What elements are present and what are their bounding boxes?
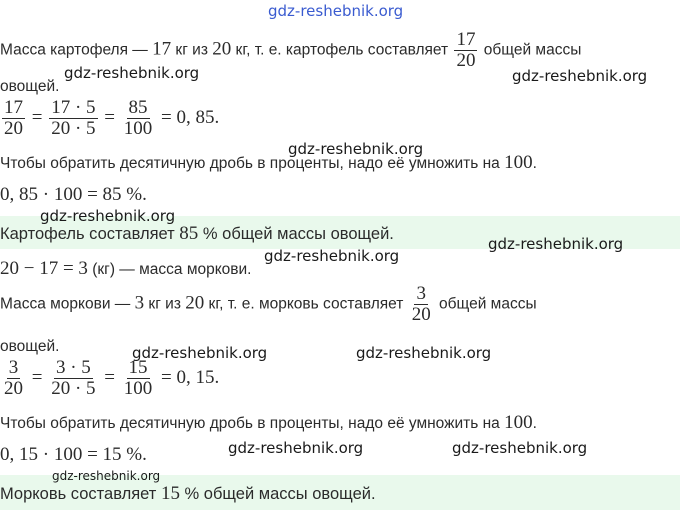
equation-potato-fraction: $\frac{17}{20}$ = $\frac{17 \cdot 5}{20 \cdot 5}$ = $\frac{85}{100}$ = 0, 85. bbox=[4, 97, 220, 139]
equation-carrot-fraction: $\frac{3}{20}$ = $\frac{3 \cdot 5}{20 \cdot 5}$ = $\frac{15}{100}$ = 0, 15. bbox=[4, 357, 220, 399]
text-line-potato-mass: Масса картофеля — 17 кг из 20 кг, т. е. картофель составляет $\frac{17}{20}$ общей массы bbox=[0, 29, 582, 71]
answer-carrot: Морковь составляет 15 % общей массы овощей. bbox=[0, 483, 376, 504]
text-line-carrot-mass: Масса моркови — 3 кг из 20 кг, т. е. морковь составляет $\frac{3}{20}$ общей массы bbox=[0, 283, 537, 325]
text-line-continuation-2: овощей. bbox=[0, 338, 60, 355]
watermark: gdz-reshebnik.org bbox=[40, 207, 176, 225]
equation-carrot-percent: 0, 15 · 100 = 15 %. bbox=[0, 444, 147, 465]
fraction-17-20: $\frac{17}{20}$ bbox=[456, 29, 476, 71]
watermark: gdz-reshebnik.org bbox=[64, 64, 200, 82]
text-line-percent-rule-2: Чтобы обратить десятичную дробь в проценты, надо её умножить на 100. bbox=[0, 412, 537, 433]
watermark: gdz-reshebnik.org bbox=[228, 439, 364, 457]
watermark: gdz-reshebnik.org bbox=[512, 67, 648, 85]
fraction-3-20: $\frac{3}{20}$ bbox=[411, 283, 431, 325]
watermark: gdz-reshebnik.org bbox=[268, 2, 404, 20]
answer-potato: Картофель составляет 85 % общей массы овощей. bbox=[0, 223, 394, 244]
watermark: gdz-reshebnik.org bbox=[264, 247, 400, 265]
watermark: gdz-reshebnik.org bbox=[356, 344, 492, 362]
watermark: gdz-reshebnik.org bbox=[452, 439, 588, 457]
equation-potato-percent: 0, 85 · 100 = 85 %. bbox=[0, 184, 147, 205]
watermark: gdz-reshebnik.org bbox=[132, 344, 268, 362]
text-line-carrot-mass-calc: 20 − 17 = 3 (кг) — масса моркови. bbox=[0, 258, 252, 279]
watermark: gdz-reshebnik.org bbox=[52, 469, 161, 483]
watermark: gdz-reshebnik.org bbox=[288, 140, 424, 158]
text-line-continuation: овощей. bbox=[0, 78, 60, 95]
text-line-percent-rule-1: Чтобы обратить десятичную дробь в проценты, надо её умножить на 100. bbox=[0, 152, 537, 173]
watermark: gdz-reshebnik.org bbox=[488, 235, 624, 253]
